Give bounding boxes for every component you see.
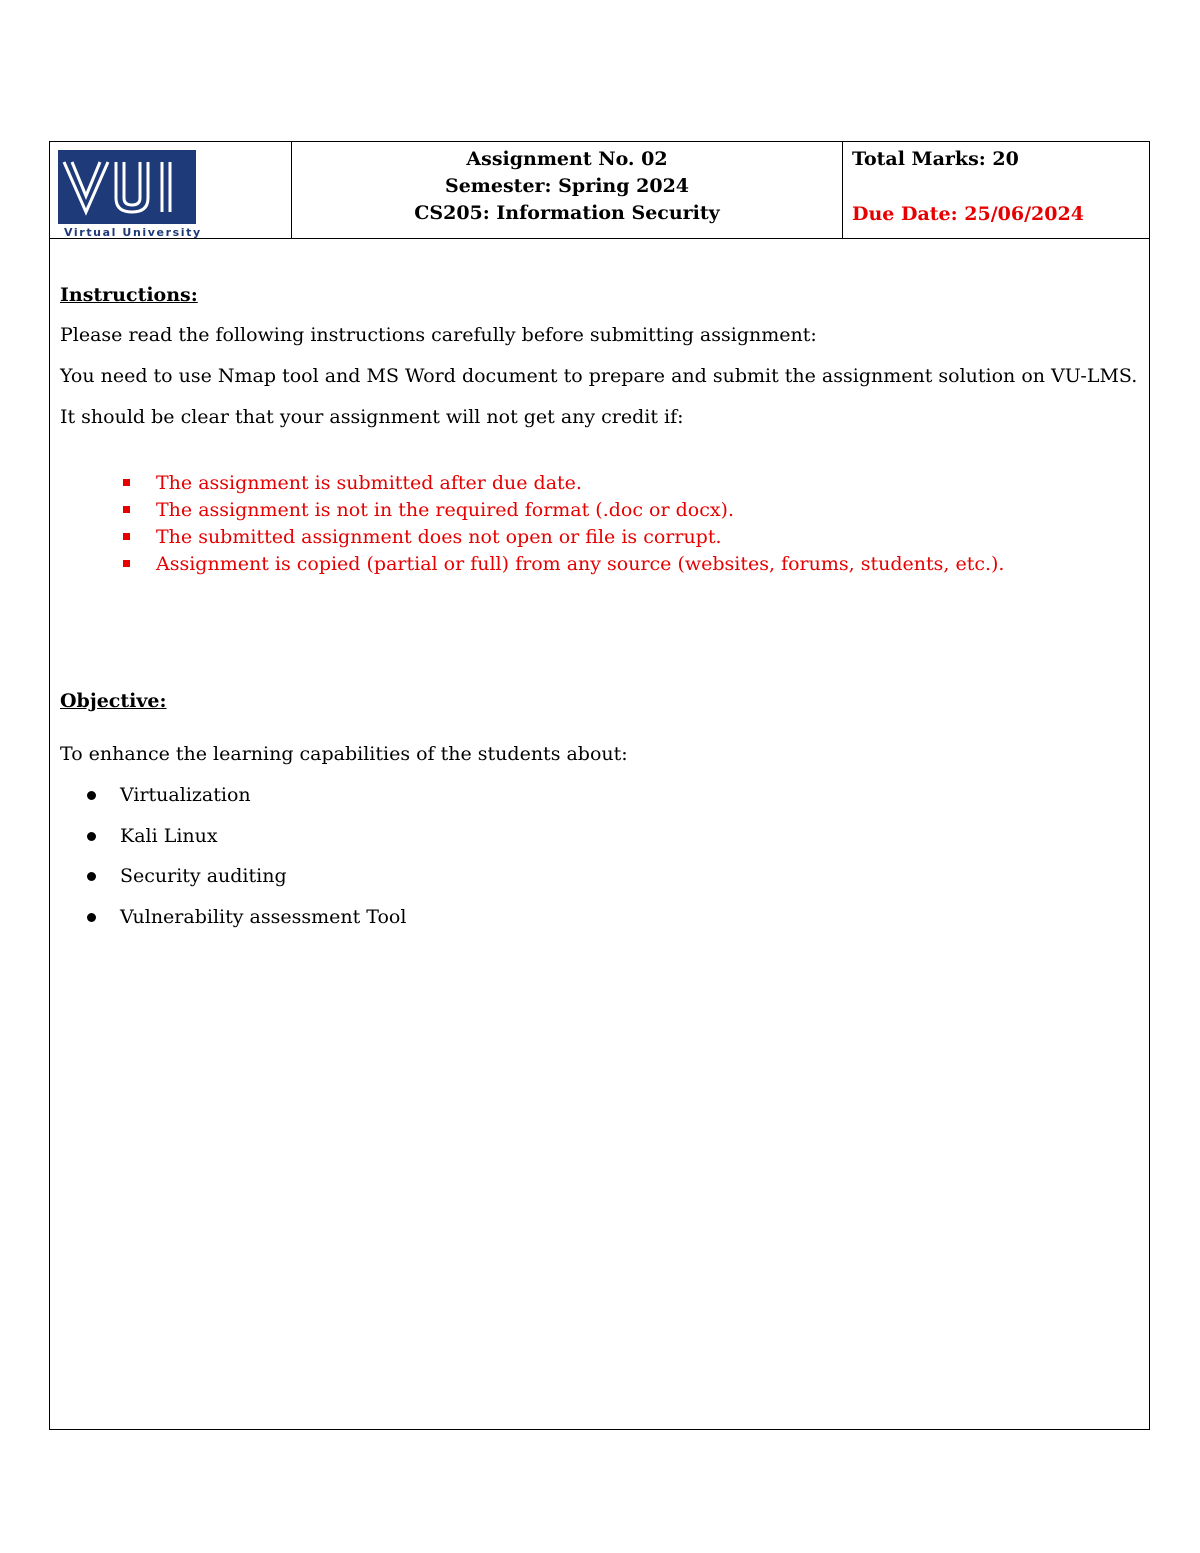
header-table — [50, 142, 1149, 239]
list-item: Vulnerability assessment Tool — [85, 904, 406, 930]
list-item: Security auditing — [85, 863, 406, 889]
due-date: Due Date: 25/06/2024 — [852, 203, 1084, 225]
bullet-icon — [87, 791, 96, 800]
objective-area — [60, 688, 1139, 767]
square-bullet-icon — [123, 560, 130, 567]
objective-intro: To enhance the learning capabilities of the students about: — [60, 743, 628, 765]
total-marks: Total Marks: 20 — [852, 148, 1019, 170]
instruction-line: It should be clear that your assignment will not get any credit if: — [60, 406, 684, 428]
list-item: Virtualization — [85, 782, 406, 808]
list-item: Kali Linux — [85, 823, 406, 849]
list-item: Assignment is copied (partial or full) from any source (websites, forums, students, etc.). — [120, 551, 1004, 578]
marks-cell — [843, 142, 1149, 238]
square-bullet-icon — [123, 479, 130, 486]
instruction-line: You need to use Nmap tool and MS Word document to prepare and submit the assignment solution on VU-LMS. — [60, 365, 1138, 387]
objective-title: Objective: — [60, 690, 167, 712]
content-area — [60, 282, 1139, 430]
list-item: The submitted assignment does not open or file is corrupt. — [120, 524, 1004, 551]
assignment-page-frame — [49, 141, 1150, 1430]
course-title: CS205: Information Security — [414, 202, 720, 224]
semester: Semester: Spring 2024 — [444, 175, 690, 197]
bullet-icon — [87, 913, 96, 922]
square-bullet-icon — [123, 506, 130, 513]
list-item: The assignment is submitted after due date. — [120, 470, 1004, 497]
square-bullet-icon — [123, 533, 130, 540]
title-cell — [292, 142, 843, 238]
bullet-icon — [87, 872, 96, 881]
logo-text: Virtual University — [64, 226, 202, 239]
conditions-list — [120, 470, 1004, 578]
logo-cell — [50, 142, 292, 238]
objective-list — [85, 782, 406, 944]
assignment-number: Assignment No. 02 — [466, 148, 668, 170]
instruction-line: Please read the following instructions carefully before submitting assignment: — [60, 324, 817, 346]
bullet-icon — [87, 832, 96, 841]
list-item: The assignment is not in the required format (.doc or docx). — [120, 497, 1004, 524]
instructions-title: Instructions: — [60, 284, 198, 306]
vu-logo-icon — [58, 150, 196, 224]
